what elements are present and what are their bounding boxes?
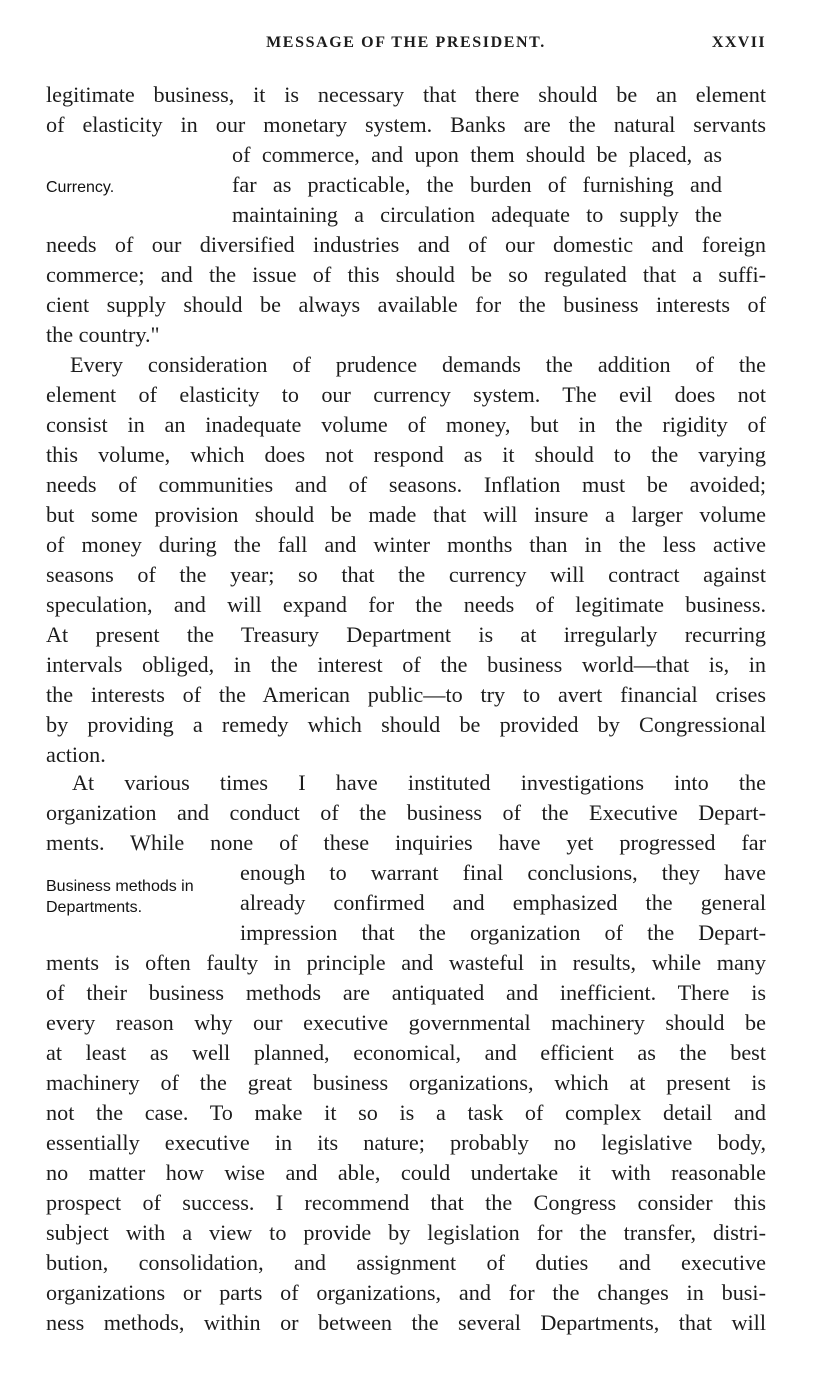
- text-line: intervals obliged, in the interest of the business world—that is, in: [46, 652, 766, 677]
- text-line: this volume, which does not respond as it should to the varying: [46, 442, 766, 467]
- text-line: action.: [46, 742, 106, 767]
- text-line: organizations or parts of organizations, and for the changes in busi-: [46, 1280, 766, 1305]
- page-number: XXVII: [711, 34, 766, 51]
- text-line: by providing a remedy which should be provided by Congressional: [46, 712, 766, 737]
- text-line: At present the Treasury Department is at irregularly recurring: [46, 622, 766, 647]
- text-line: enough to warrant final conclusions, they have: [240, 860, 766, 885]
- text-line: organization and conduct of the business of the Executive Depart-: [46, 800, 766, 825]
- text-line: at least as well planned, economical, and efficient as the best: [46, 1040, 766, 1065]
- running-head: [46, 34, 766, 58]
- text-line: legitimate business, it is necessary that there should be an element: [46, 82, 766, 107]
- text-line: not the case. To make it so is a task of complex detail and: [46, 1100, 766, 1125]
- text-line: subject with a view to provide by legislation for the transfer, distri-: [46, 1220, 766, 1245]
- text-line: bution, consolidation, and assignment of duties and executive: [46, 1250, 766, 1275]
- text-line: cient supply should be always available for the business interests of: [46, 292, 766, 317]
- text-line: Every consideration of prudence demands the addition of the: [70, 352, 766, 377]
- text-line: ments is often faulty in principle and wasteful in results, while many: [46, 950, 766, 975]
- text-line: needs of communities and of seasons. Inflation must be avoided;: [46, 472, 766, 497]
- margin-note-line: Business methods in: [46, 878, 194, 895]
- text-line: of their business methods are antiquated and inefficient. There is: [46, 980, 766, 1005]
- text-line: needs of our diversified industries and of our domestic and foreign: [46, 232, 766, 257]
- margin-note-business-methods: [46, 876, 236, 918]
- text-line: commerce; and the issue of this should be so regulated that a suffi-: [46, 262, 766, 287]
- text-line: the country.": [46, 322, 160, 347]
- text-line: of money during the fall and winter months than in the less active: [46, 532, 766, 557]
- text-line: At various times I have instituted investigations into the: [72, 770, 766, 795]
- text-line: consist in an inadequate volume of money, but in the rigidity of: [46, 412, 766, 437]
- text-line: already confirmed and emphasized the general: [240, 890, 766, 915]
- text-line: but some provision should be made that will insure a larger volume: [46, 502, 766, 527]
- text-line: speculation, and will expand for the needs of legitimate business.: [46, 592, 766, 617]
- text-line: of elasticity in our monetary system. Banks are the natural servants: [46, 112, 766, 137]
- text-line: prospect of success. I recommend that the Congress consider this: [46, 1190, 766, 1215]
- text-line: machinery of the great business organizations, which at present is: [46, 1070, 766, 1095]
- text-line: element of elasticity to our currency system. The evil does not: [46, 382, 766, 407]
- text-line: impression that the organization of the Depart-: [240, 920, 766, 945]
- text-line: ness methods, within or between the several Departments, that will: [46, 1310, 766, 1335]
- text-line: essentially executive in its nature; probably no legislative body,: [46, 1130, 766, 1155]
- text-line: maintaining a circulation adequate to supply the: [232, 202, 722, 227]
- text-line: no matter how wise and able, could undertake it with reasonable: [46, 1160, 766, 1185]
- text-line: of commerce, and upon them should be placed, as: [232, 142, 722, 167]
- running-title: MESSAGE OF THE PRESIDENT.: [266, 34, 546, 51]
- text-line: the interests of the American public—to try to avert financial crises: [46, 682, 766, 707]
- margin-note-currency: Currency.: [46, 179, 115, 196]
- margin-note-line: Departments.: [46, 899, 143, 916]
- text-line: every reason why our executive governmental machinery should be: [46, 1010, 766, 1035]
- text-line: ments. While none of these inquiries have yet progressed far: [46, 830, 766, 855]
- text-line: far as practicable, the burden of furnishing and: [232, 172, 722, 197]
- text-line: seasons of the year; so that the currency will contract against: [46, 562, 766, 587]
